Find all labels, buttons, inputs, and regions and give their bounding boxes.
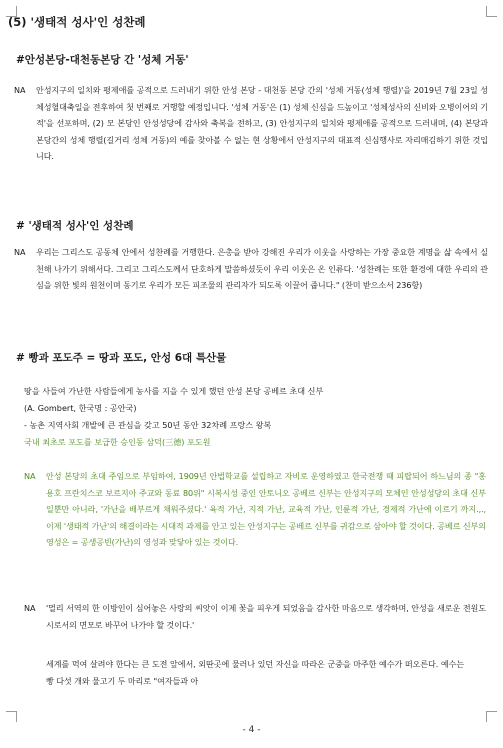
paragraph-eucharist-text: 우리는 그리스도 공동체 안에서 성찬례를 거행한다. 은총을 받아 강해진 우리가 이웃을 사랑하는 가장 중요한 계명을 삶 속에서 실천해 나가기 위해서다. 그리고 그리스도께서 단호하게 말씀하셨듯이 우리 이웃은 온 인류다. '성찬례는 또한 환경에 대한 우리의 관심을 위한 빛의 원천이며 동기로 우리가 모든 피조물의 관리자가 되도록 이끌어 줍니다." (찬미 받으소서 236항) [36, 247, 488, 291]
paragraph-seed [24, 600, 486, 633]
na-label: NA [24, 471, 36, 481]
crop-mark-top-right [486, 6, 497, 17]
paragraph-eucharist [14, 244, 488, 294]
na-label: NA [24, 603, 36, 613]
heading-bread-wine: # 빵과 포도주 = 땅과 포도, 안성 6대 특산물 [16, 352, 227, 364]
paragraph-procession [14, 82, 488, 165]
paragraph-procession-text: 안성지구의 일치와 평제애를 공적으로 드러내기 위한 안성 본당 - 대천동 본당 간의 '성체 거동(성체 행렬)'을 2019년 7월 23일 성체성혈대축일을 전후하여 첫 번째로 거행할 예정입니다. '성체 거동'은 (1) 성체 신심을 드높이고 '성체성사의 신비와 오병이어의 기적'을 선포하며, (2) 모 본당인 안성성당에 감사와 축복을 전하고, (3) 안성지구의 일치와 평제애를 공적으로 드러내며, (4) 본당과 본당간의 성체 행렬(길거리 성체 거동)의 예를 찾아볼 수 없는 현 상황에서 안성지구의 대표적 신심행사로 자리매김하기 위한 것입니다. [36, 85, 488, 162]
na-label: NA [14, 85, 26, 95]
paragraph-seed-text: '멀리 서역의 한 이방인이 심어놓은 사랑의 씨앗이 이제 꽃을 피우게 되었음을 감사한 마음으로 생각하며, 안성을 새로운 전원도시로서의 면모로 바꾸어 나가야 할 것이다.' [46, 603, 486, 630]
paragraph-gombert-text: 안성 본당의 초대 주임으로 부임하여, 1909년 안법학교를 설립하고 자비로 운영하였고 한국전쟁 때 피랍되어 하느님의 종 "홍용호 프란치스코 보르지아 주교와 동료 80위" 시복시성 중인 안토니오 공베르 신부는 안성지구의 모체인 안성성당의 초대 신부일뿐만 아니라, '가난을 배부르게 채워주셨다.' 육적 가난, 지적 가난, 교육적 가난, 인륜적 가난, 경제적 가난에 이르기 까지.,., 이제 '생태적 가난'의 해결이라는 시대적 과제를 안고 있는 안성지구는 공베르 신부를 귀감으로 삼아야 할 것이다. 공베르 신부의 영성은 = 공생공빈(가난)의 영성과 맞닿아 있는 것이다. [46, 471, 486, 548]
note-line-2: (A. Gombert, 한국명 : 공안국) [24, 403, 137, 413]
note-line-3: - 농촌 지역사회 개발에 큰 관심을 갖고 50년 동안 32차례 프랑스 왕복 [24, 420, 272, 430]
na-label: NA [14, 247, 26, 257]
note-line-4: 국내 최초로 포도를 보급한 승인동 삼덕(三德) 포도원 [24, 437, 211, 447]
page-number: - 4 - [242, 725, 261, 735]
heading-procession: #안성본당-대천동본당 간 '성체 거동' [16, 54, 189, 66]
heading-eucharist: # '생태적 성사'인 성찬례 [16, 220, 134, 232]
section-title: (5) '생태적 성사'인 성찬례 [8, 15, 146, 29]
paragraph-jesus: 세계를 먹여 살려야 한다는 큰 도전 앞에서, 외딴곳에 물러나 있던 자신을 따라온 군중을 마주한 예수가 떠오른다. 예수는 빵 다섯 개와 물고기 두 마리로 "여자들과 아 [46, 659, 464, 686]
crop-mark-bottom-right [486, 711, 497, 722]
note-line-1: 땅을 사들여 가난한 사람들에게 농사를 지을 수 있게 했던 안성 본당 공베르 초대 신부 [24, 386, 324, 396]
paragraph-gombert [24, 468, 486, 551]
crop-mark-bottom-left [6, 711, 17, 722]
